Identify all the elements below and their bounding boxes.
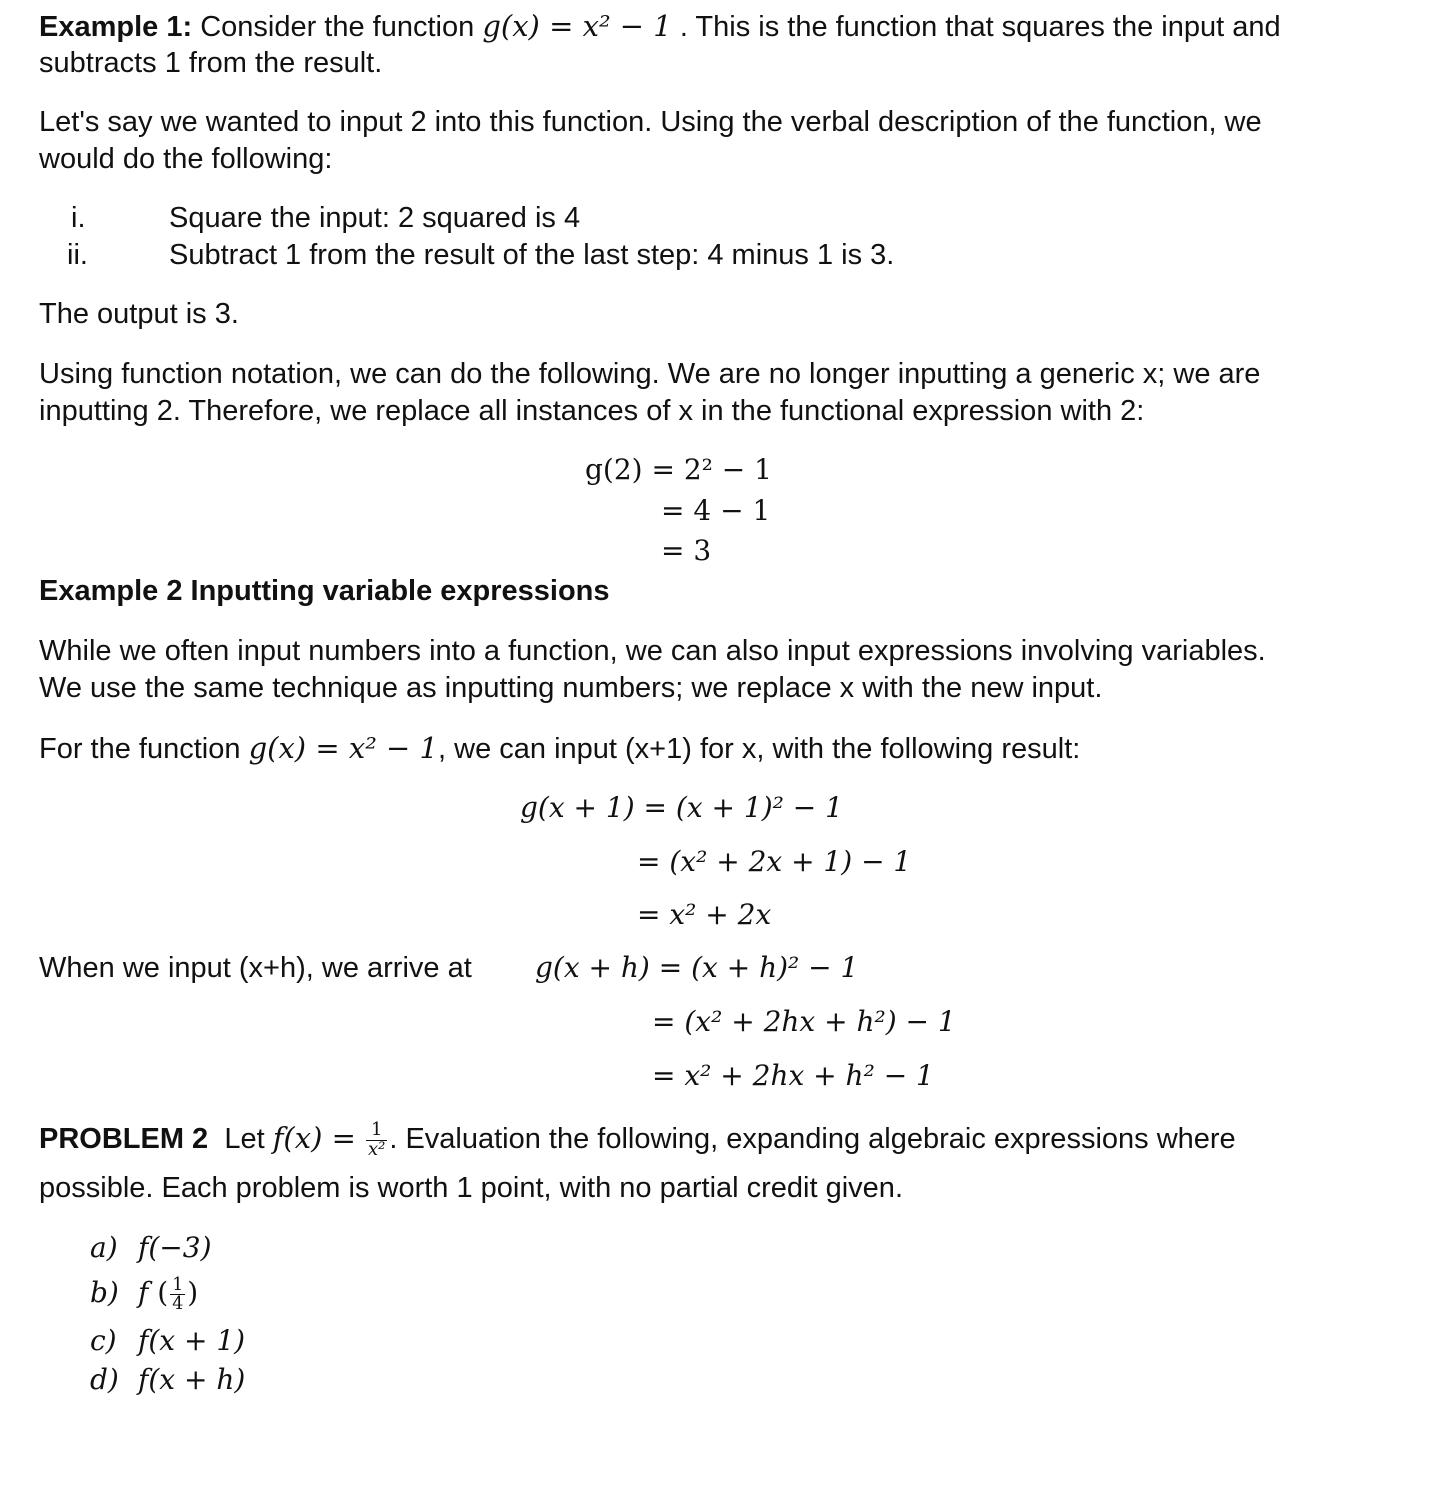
example1-intro-b: . This is the function that squares the input and: [671, 11, 1281, 43]
example2-para2: [39, 730, 1080, 768]
problem-item-b: [90, 1275, 198, 1313]
example1-eq-line1: g(2) = 2² − 1: [585, 453, 772, 486]
example2-para1-line1: While we often input numbers into a function, we can also input expressions involving variables.: [39, 635, 1266, 667]
example2-para2-a: For the function: [39, 733, 249, 765]
item-label: a): [90, 1231, 118, 1264]
example2-eq1-line1: g(x + 1) = (x + 1)² − 1: [520, 791, 843, 824]
example2-eq2-line1: g(x + h) = (x + h)² − 1: [535, 951, 859, 984]
example1-output: The output is 3.: [39, 298, 239, 330]
example1-title: Example 1:: [39, 11, 193, 43]
example1-step-1: [71, 200, 580, 237]
example1-eq-line2: = 4 − 1: [661, 494, 771, 527]
problem2-func: f(x) =: [272, 1121, 356, 1155]
item-expr: f(−3): [138, 1231, 212, 1264]
problem2-let: Let: [224, 1123, 273, 1155]
example1-para2-line1: Let's say we wanted to input 2 into this function. Using the verbal description of the function, we: [39, 106, 1262, 138]
item-open-paren: (: [157, 1276, 169, 1309]
example2-when-text: When we input (x+h), we arrive at: [39, 952, 472, 984]
example1-intro-line2: subtracts 1 from the result.: [39, 47, 383, 79]
example2-eq1-line3: = x² + 2x: [637, 898, 772, 931]
example1-intro-math: g(x) = x² − 1: [482, 9, 672, 43]
example1-para2-line2: would do the following:: [39, 143, 333, 175]
example1-eq-line3: = 3: [661, 534, 712, 567]
problem2-title: PROBLEM 2: [39, 1123, 209, 1155]
example2-eq1-line2: = (x² + 2x + 1) − 1: [637, 845, 912, 878]
problem-item-d: [90, 1362, 245, 1398]
example1-intro-line1: [39, 8, 1281, 46]
example2-eq2-line2: = (x² + 2hx + h²) − 1: [652, 1005, 956, 1038]
problem2-line1: [39, 1120, 1236, 1160]
step-number: i.: [71, 202, 86, 234]
example1-step-2: [67, 237, 894, 274]
item-fraction: $\frac{1}{4}$: [172, 1274, 184, 1314]
item-label: c): [90, 1324, 117, 1357]
item-expr: f(x + 1): [138, 1324, 246, 1357]
example1-para4-line2: inputting 2. Therefore, we replace all instances of x in the functional expression with 2:: [39, 395, 1145, 427]
item-expr: f(x + h): [138, 1363, 246, 1396]
example2-para2-math: g(x) = x² − 1: [248, 731, 439, 765]
step-text: Subtract 1 from the result of the last step: 4 minus 1 is 3.: [169, 239, 895, 271]
problem2-after: . Evaluation the following, expanding algebraic expressions where: [389, 1123, 1236, 1155]
problem-item-c: [90, 1323, 245, 1359]
item-close-paren: ): [187, 1276, 199, 1309]
example2-title: Example 2 Inputting variable expressions: [39, 575, 610, 607]
item-label: b): [90, 1276, 119, 1309]
item-label: d): [90, 1363, 119, 1396]
example2-para1-line2: We use the same technique as inputting numbers; we replace x with the new input.: [39, 672, 1103, 704]
example2-para2-b: , we can input (x+1) for x, with the following result:: [438, 733, 1081, 765]
problem2-line2: possible. Each problem is worth 1 point, with no partial credit given.: [39, 1172, 903, 1204]
step-text: Square the input: 2 squared is 4: [169, 202, 581, 234]
example1-para4-line1: Using function notation, we can do the following. We are no longer inputting a generic x; we are: [39, 358, 1261, 390]
problem-item-a: [90, 1230, 212, 1266]
example1-intro-a: Consider the function: [192, 11, 483, 43]
item-expr: f: [138, 1276, 149, 1309]
example2-eq2-line3: = x² + 2hx + h² − 1: [652, 1059, 934, 1092]
step-number: ii.: [67, 239, 88, 271]
problem2-fraction: $\frac{1}{\text{x²}}$: [367, 1118, 386, 1160]
